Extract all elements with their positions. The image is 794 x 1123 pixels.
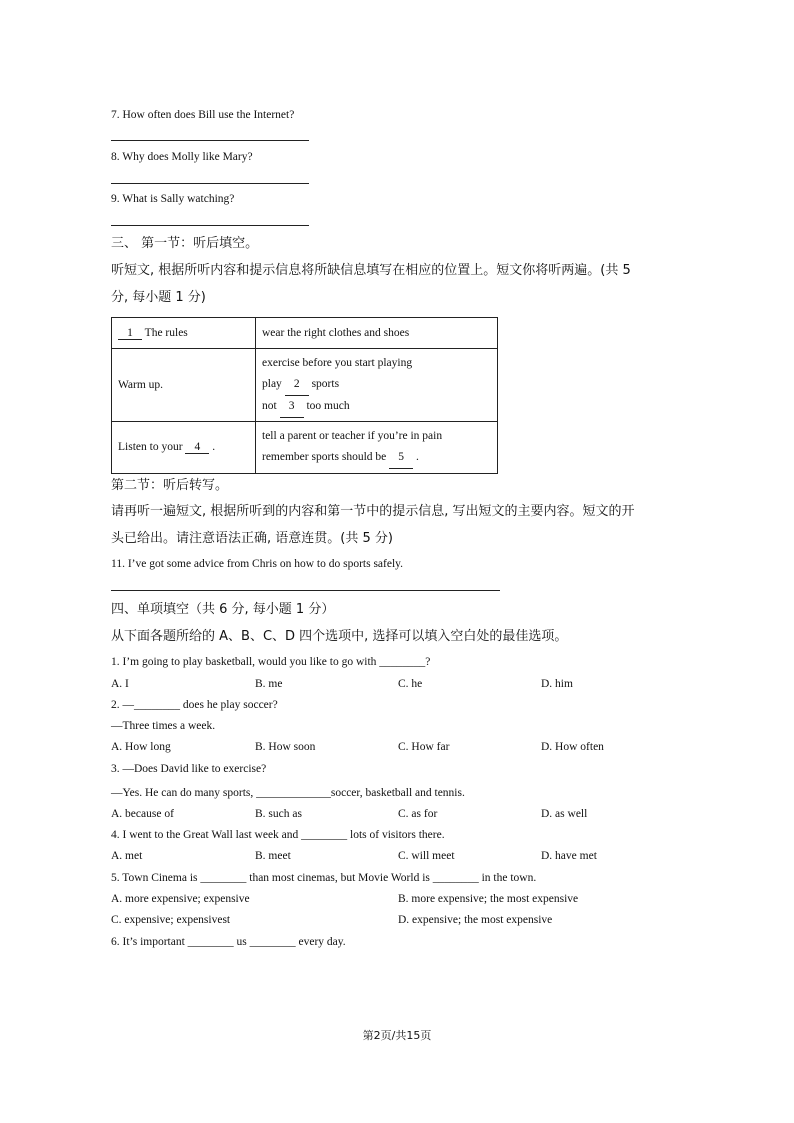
answer-line-7[interactable] xyxy=(111,140,309,141)
option-c[interactable]: C. expensive; expensivest xyxy=(111,914,231,926)
option-c[interactable]: C. How far xyxy=(398,741,450,753)
listen-line-1: tell a parent or teacher if you’re in pain xyxy=(262,430,443,442)
notes-table xyxy=(111,317,498,474)
question-7: 7. How often does Bill use the Internet? xyxy=(111,109,295,121)
question-9: 9. What is Sally watching? xyxy=(111,193,235,205)
text: . xyxy=(413,451,419,463)
section3-instruction-2: 分, 每小题 1 分) xyxy=(111,290,206,305)
mc-question-2: 2. —________ does he play soccer? xyxy=(111,699,278,711)
option-d[interactable]: D. have met xyxy=(541,850,597,862)
text: too much xyxy=(303,399,350,412)
option-a[interactable]: A. I xyxy=(111,678,129,690)
text: Listen to your xyxy=(118,441,186,453)
option-b[interactable]: B. me xyxy=(255,678,283,690)
warmup-line-1: exercise before you start playing xyxy=(262,356,413,369)
option-a[interactable]: A. met xyxy=(111,850,143,862)
table-cell: wear the right clothes and shoes xyxy=(256,318,498,349)
section4-instruction: 从下面各题所给的 A、B、C、D 四个选项中, 选择可以填入空白处的最佳选项。 xyxy=(111,629,568,644)
page-footer: 第2页/共15页 xyxy=(362,1029,432,1042)
question-8: 8. Why does Molly like Mary? xyxy=(111,151,253,163)
option-a[interactable]: A. How long xyxy=(111,741,171,753)
text: sports xyxy=(308,377,340,390)
option-b[interactable]: B. such as xyxy=(255,808,302,820)
blank-3[interactable]: 3 xyxy=(280,396,304,418)
warmup-line-2 xyxy=(262,374,491,396)
answer-line-9[interactable] xyxy=(111,225,309,226)
table-cell xyxy=(256,422,498,474)
mc-question-3-reply: —Yes. He can do many sports, _____________soccer, basketball and tennis. xyxy=(111,787,465,799)
answer-line-11[interactable] xyxy=(111,590,500,591)
blank-1[interactable]: 1 xyxy=(118,327,142,340)
table-cell xyxy=(112,422,256,474)
option-b[interactable]: B. How soon xyxy=(255,741,316,753)
option-c[interactable]: C. he xyxy=(398,678,423,690)
table-cell: Warm up. xyxy=(112,349,256,422)
text: play xyxy=(262,377,285,390)
answer-line-8[interactable] xyxy=(111,183,309,184)
option-d[interactable]: D. How often xyxy=(541,741,604,753)
option-d[interactable]: D. expensive; the most expensive xyxy=(398,914,553,926)
table-row xyxy=(112,349,498,422)
mc-question-6: 6. It’s important ________ us ________ every day. xyxy=(111,936,346,948)
option-c[interactable]: C. as for xyxy=(398,808,438,820)
section3-instruction-1: 听短文, 根据所听内容和提示信息将所缺信息填写在相应的位置上。短文你将听两遍。(共 5 xyxy=(111,263,631,278)
part2-heading: 第二节：听后转写。 xyxy=(111,478,229,493)
part2-instruction-2: 头已给出。请注意语法正确, 语意连贯。(共 5 分) xyxy=(111,531,393,546)
part2-instruction-1: 请再听一遍短文, 根据所听到的内容和第一节中的提示信息, 写出短文的主要内容。短文的开 xyxy=(111,504,635,519)
text: remember sports should be xyxy=(262,451,390,463)
section3-heading: 三、 第一节：听后填空。 xyxy=(111,236,259,251)
rules-label: The rules xyxy=(142,326,188,339)
mc-question-4: 4. I went to the Great Wall last week and ________ lots of visitors there. xyxy=(111,829,445,841)
blank-2[interactable]: 2 xyxy=(285,374,309,396)
mc-question-5: 5. Town Cinema is ________ than most cinemas, but Movie World is ________ in the town. xyxy=(111,872,537,884)
option-d[interactable]: D. him xyxy=(541,678,573,690)
warmup-line-3 xyxy=(262,396,491,418)
text: not xyxy=(262,399,280,412)
option-c[interactable]: C. will meet xyxy=(398,850,455,862)
mc-question-3: 3. —Does David like to exercise? xyxy=(111,763,267,775)
table-cell xyxy=(112,318,256,349)
table-cell xyxy=(256,349,498,422)
mc-question-2-reply: —Three times a week. xyxy=(111,720,216,732)
option-b[interactable]: B. more expensive; the most expensive xyxy=(398,893,579,905)
mc-question-1: 1. I’m going to play basketball, would you like to go with ________? xyxy=(111,656,431,668)
text: . xyxy=(209,441,216,453)
option-b[interactable]: B. meet xyxy=(255,850,291,862)
table-row xyxy=(112,318,498,349)
question-11: 11. I’ve got some advice from Chris on how to do sports safely. xyxy=(111,558,404,570)
option-a[interactable]: A. because of xyxy=(111,808,174,820)
section4-heading: 四、单项填空（共 6 分, 每小题 1 分） xyxy=(111,602,335,617)
option-d[interactable]: D. as well xyxy=(541,808,588,820)
blank-5[interactable]: 5 xyxy=(389,447,413,469)
listen-line-2 xyxy=(262,447,491,469)
table-row xyxy=(112,422,498,474)
blank-4[interactable]: 4 xyxy=(185,441,209,454)
option-a[interactable]: A. more expensive; expensive xyxy=(111,893,250,905)
